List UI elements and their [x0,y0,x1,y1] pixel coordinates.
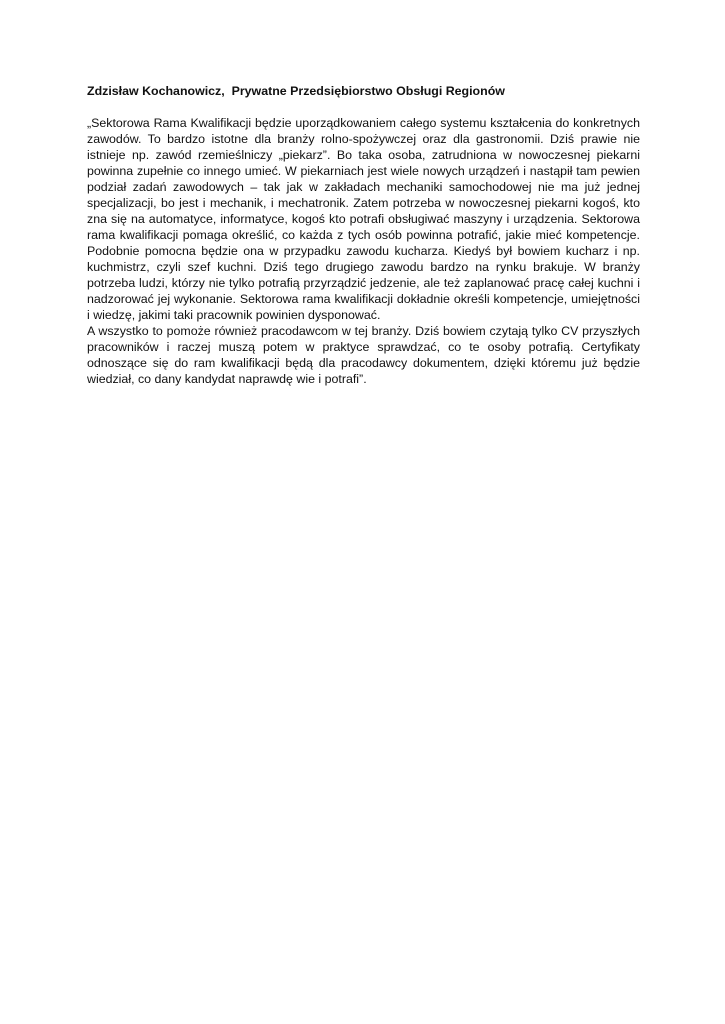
document-body [87,83,640,387]
document-heading: Zdzisław Kochanowicz, Prywatne Przedsiębiorstwo Obsługi Regionów [87,84,505,98]
paragraph-2: A wszystko to pomoże również pracodawcom w tej branży. Dziś bowiem czytają tylko CV przyszłych pracowników i raczej muszą potem w praktyce sprawdzać, co te osoby potrafią. Certyfikaty odnoszące się do ram kwalifikacji będą dla pracodawcy dokumentem, dzięki któremu już będzie wiedział, co dany kandydat naprawdę wie i potrafi”. [87,324,640,386]
paragraph-1: „Sektorowa Rama Kwalifikacji będzie uporządkowaniem całego systemu kształcenia do konkretnych zawodów. To bardzo istotne dla branży rolno-spożywczej oraz dla gastronomii. Dziś prawie nie istnieje np. zawód rzemieślniczy „piekarz”. Bo taka osoba, zatrudniona w nowoczesnej piekarni powinna zupełnie co innego umieć. W piekarniach jest wiele nowych urządzeń i nastąpił tam pewien podział zadań zawodowych – tak jak w zakładach mechaniki samochodowej nie ma już jednej specjalizacji, bo jest i mechanik, i mechatronik. Zatem potrzeba w nowoczesnej piekarni kogoś, kto zna się na automatyce, informatyce, kogoś kto potrafi obsługiwać maszyny i urządzenia. Sektorowa rama kwalifikacji pomaga określić, co każda z tych osób powinna potrafić, jakie mieć kompetencje. Podobnie pomocna będzie ona w przypadku zawodu kucharza. Kiedyś był bowiem kucharz i np. kuchmistrz, czyli szef kuchni. Dziś tego drugiego zawodu bardzo na rynku brakuje. W branży potrzeba ludzi, którzy nie tylko potrafią przyrządzić jedzenie, ale też zaplanować pracę całej kuchni i nadzorować jej wykonanie. Sektorowa rama kwalifikacji dokładnie określi kompetencje, umiejętności i wiedzę, jakimi taki pracownik powinien dysponować. [87,116,640,322]
